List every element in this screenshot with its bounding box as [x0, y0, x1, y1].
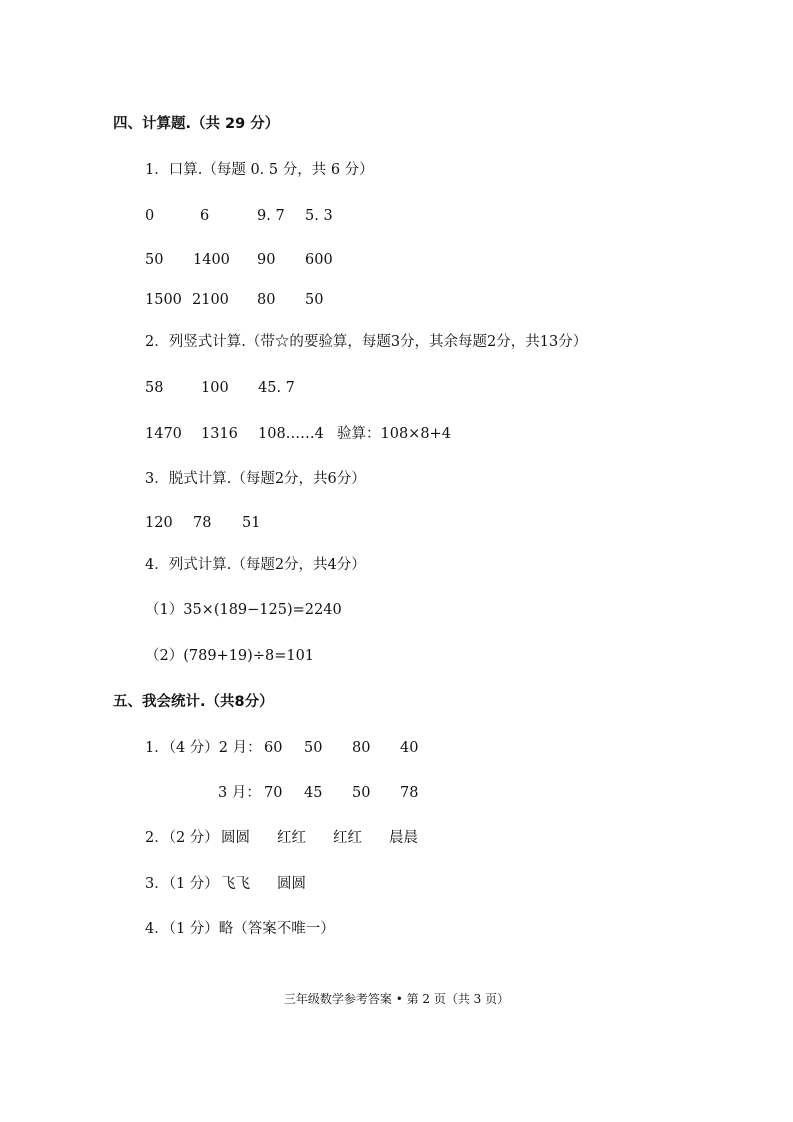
answer-cell: 6	[200, 208, 210, 224]
section4-title: 四、计算题.（共 29 分）	[113, 116, 280, 132]
answer-cell: 0	[145, 208, 155, 224]
answer-cell: 58	[145, 380, 164, 396]
answer-cell: 45	[304, 785, 323, 801]
answer-cell: 5. 3	[305, 208, 333, 224]
answer-cell: 1400	[193, 252, 230, 268]
q2-title: 2．列竖式计算.（带☆的要验算，每题3分，其余每题2分，共13分）	[145, 334, 588, 350]
answer-cell: 70	[264, 785, 283, 801]
q4-item-1: （1）35×(189−125)=2240	[145, 602, 342, 618]
answer-cell: 100	[201, 380, 229, 396]
q4-title: 4．列式计算.（每题2分，共4分）	[145, 557, 366, 573]
answer-cell: 红红	[277, 830, 306, 846]
mar-label: 3 月：	[218, 785, 261, 801]
s5-q4-text: 4．（1 分）略（答案不唯一）	[145, 921, 335, 937]
answer-cell: 1316	[201, 426, 238, 442]
answer-cell: 78	[400, 785, 419, 801]
answer-cell: 40	[400, 740, 419, 756]
answer-cell: 50	[145, 252, 164, 268]
verification-text: 验算：108×8+4	[337, 426, 451, 442]
answer-cell: 80	[257, 292, 276, 308]
answer-cell: 78	[193, 515, 212, 531]
section5-title: 五、我会统计.（共8分）	[113, 694, 274, 710]
answer-cell: 圆圆	[277, 876, 306, 892]
answer-cell: 红红	[333, 830, 362, 846]
s5-q1-label: 1．（4 分）2 月：	[145, 740, 262, 756]
answer-cell: 9. 7	[257, 208, 285, 224]
q1-title: 1．口算.（每题 0. 5 分，共 6 分）	[145, 162, 374, 178]
answer-cell: 50	[352, 785, 371, 801]
answer-cell: 晨晨	[389, 830, 418, 846]
answer-cell: 51	[242, 515, 261, 531]
q3-title: 3．脱式计算.（每题2分，共6分）	[145, 471, 366, 487]
q4-item-2: （2）(789+19)÷8=101	[145, 648, 315, 664]
answer-cell: 1500	[145, 292, 182, 308]
answer-cell: 80	[352, 740, 371, 756]
answer-cell: 飞飞	[221, 876, 250, 892]
answer-cell: 45. 7	[258, 380, 295, 396]
answer-cell: 圆圆	[221, 830, 250, 846]
s5-q2-label: 2．（2 分）	[145, 830, 219, 846]
answer-cell: 50	[304, 740, 323, 756]
page-footer: 三年级数学参考答案 • 第 2 页（共 3 页）	[283, 992, 510, 1006]
s5-q3-label: 3．（1 分）	[145, 876, 219, 892]
answer-cell: 108……4	[258, 426, 324, 442]
answer-cell: 50	[305, 292, 324, 308]
answer-cell: 600	[305, 252, 333, 268]
answer-cell: 1470	[145, 426, 182, 442]
answer-cell: 2100	[192, 292, 229, 308]
answer-cell: 90	[257, 252, 276, 268]
answer-cell: 60	[264, 740, 283, 756]
answer-cell: 120	[145, 515, 173, 531]
